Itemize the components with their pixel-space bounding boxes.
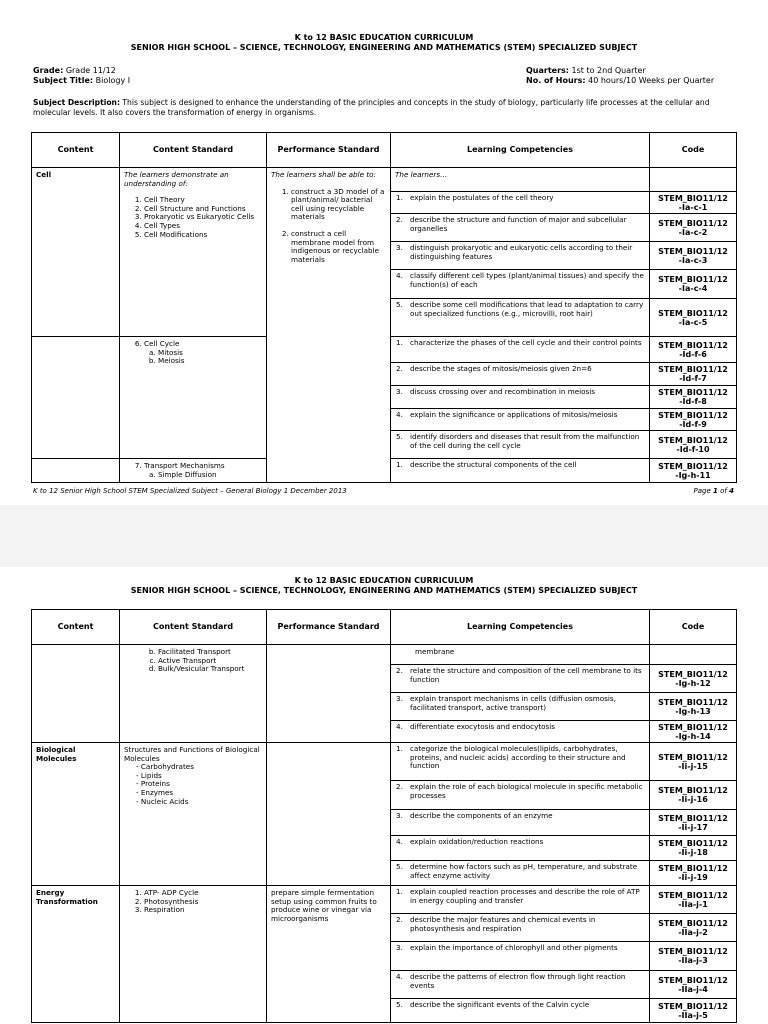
lc-cell: 1. categorize the biological molecules(lipids, carbohydrates, proteins, and nucleic acids) according to their structure and function bbox=[391, 743, 650, 781]
grade-label: Grade: bbox=[33, 66, 64, 75]
grade-value: Grade 11/12 bbox=[65, 66, 116, 75]
cs-transport-sublist bbox=[124, 648, 262, 674]
performance-standard-cell bbox=[267, 645, 391, 743]
col-header-learning-competencies: Learning Competencies bbox=[391, 133, 650, 168]
col-header-content: Content bbox=[32, 133, 120, 168]
grade-info bbox=[33, 66, 130, 86]
content-cell-empty bbox=[32, 337, 120, 459]
content-cell: Energy Transformation bbox=[32, 886, 120, 1023]
code-cell: STEM_BIO11/12 -Ia-c-5 bbox=[650, 299, 737, 337]
ps-intro: The learners shall be able to: bbox=[271, 170, 376, 179]
lc-cell: 2. relate the structure and composition of the cell membrane to its function bbox=[391, 665, 650, 693]
page-header bbox=[0, 576, 768, 596]
code-cell-empty bbox=[650, 645, 737, 665]
table-row bbox=[32, 743, 737, 781]
code-cell: STEM_BIO11/12 -Ia-c-1 bbox=[650, 192, 737, 214]
code-cell: STEM_BIO11/12 -Id-f-8 bbox=[650, 386, 737, 409]
col-header-performance-standard: Performance Standard bbox=[267, 133, 391, 168]
list-item: b. Meiosis bbox=[158, 357, 262, 366]
code-cell: STEM_BIO11/12 -Ig-h-12 bbox=[650, 665, 737, 693]
list-item: - Enzymes bbox=[146, 789, 262, 798]
lc-intro: The learners… bbox=[391, 168, 650, 192]
code-cell: STEM_BIO11/12 -Ii-j-17 bbox=[650, 810, 737, 836]
code-cell: STEM_BIO11/12 -Ii-j-19 bbox=[650, 861, 737, 886]
page-gap bbox=[0, 505, 768, 567]
list-item: 2. Cell Structure and Functions bbox=[144, 205, 262, 214]
quarter-info bbox=[526, 66, 714, 86]
code-cell: STEM_BIO11/12 -Ii-j-18 bbox=[650, 836, 737, 861]
performance-standard-cell: prepare simple fermentation setup using common fruits to produce wine or vinegar via microorganisms bbox=[267, 886, 391, 1023]
cs-transport-sublist bbox=[144, 471, 262, 480]
list-item: Cell Cycle bbox=[144, 339, 180, 348]
col-header-content: Content bbox=[32, 610, 120, 645]
header-line-2: SENIOR HIGH SCHOOL – SCIENCE, TECHNOLOGY, ENGINEERING AND MATHEMATICS (STEM) SPECIALIZED SUBJECT bbox=[130, 586, 638, 595]
code-cell-empty bbox=[650, 168, 737, 192]
cs-dash-list bbox=[124, 763, 262, 806]
header-line-1: K to 12 BASIC EDUCATION CURRICULUM bbox=[294, 33, 474, 42]
content-cell: Biological Molecules bbox=[32, 743, 120, 886]
cs-intro: The learners demonstrate an understanding of: bbox=[124, 170, 229, 188]
code-cell: STEM_BIO11/12 -Ia-c-3 bbox=[650, 242, 737, 270]
list-item: d. Bulk/Vesicular Transport bbox=[158, 665, 262, 674]
list-item: 5. Cell Modifications bbox=[144, 231, 262, 240]
performance-standard-cell bbox=[267, 168, 391, 483]
col-header-code: Code bbox=[650, 610, 737, 645]
lc-cell: 1. explain coupled reaction processes and describe the role of ATP in energy coupling and transfer bbox=[391, 886, 650, 914]
content-cell-empty bbox=[32, 459, 120, 483]
description-text: This subject is designed to enhance the understanding of the principles and concepts in the study of biology, particularly life processes at the cellular and molecular levels. It also covers the transformation of energy in organisms. bbox=[33, 98, 710, 117]
lc-cell: 5. describe some cell modifications that lead to adaptation to carry out specialized functions (e.g., microvilli, root hair) bbox=[391, 299, 650, 337]
lc-cell: 2. describe the stages of mitosis/meiosis given 2n=6 bbox=[391, 363, 650, 386]
col-header-content-standard: Content Standard bbox=[120, 610, 267, 645]
list-item: - Lipids bbox=[146, 772, 262, 781]
lc-cell: 1. explain the postulates of the cell theory bbox=[391, 192, 650, 214]
lc-cell: 3. distinguish prokaryotic and eukaryotic cells according to their distinguishing features bbox=[391, 242, 650, 270]
lc-cell: 4. explain the significance or applications of mitosis/meiosis bbox=[391, 409, 650, 431]
code-cell: STEM_BIO11/12 -Ia-c-4 bbox=[650, 270, 737, 299]
list-item: 3. Respiration bbox=[144, 906, 262, 915]
cs-list bbox=[124, 196, 262, 239]
table-header-row bbox=[32, 133, 737, 168]
hours-value: 40 hours/10 Weeks per Quarter bbox=[588, 76, 715, 85]
lc-cell: 4. differentiate exocytosis and endocytosis bbox=[391, 721, 650, 743]
code-cell: STEM_BIO11/12 -Ig-h-11 bbox=[650, 459, 737, 483]
document-page-2 bbox=[0, 567, 768, 1024]
list-item: a. Mitosis bbox=[158, 349, 262, 358]
cs-cycle-sublist bbox=[144, 349, 262, 366]
content-standard-cell bbox=[120, 459, 267, 483]
code-cell: STEM_BIO11/12 -Id-f-10 bbox=[650, 431, 737, 459]
code-cell: STEM_BIO11/12 -Id-f-6 bbox=[650, 337, 737, 363]
lc-cell: 3. discuss crossing over and recombination in meiosis bbox=[391, 386, 650, 409]
lc-cell: 5. describe the significant events of the Calvin cycle bbox=[391, 999, 650, 1023]
footer-left: K to 12 Senior High School STEM Specialized Subject – General Biology 1 December 2013 bbox=[33, 487, 347, 495]
lc-cell: 3. describe the components of an enzyme bbox=[391, 810, 650, 836]
lc-cell: 3. explain the importance of chlorophyll and other pigments bbox=[391, 942, 650, 971]
content-standard-cell bbox=[120, 743, 267, 886]
document-page-1 bbox=[0, 0, 768, 505]
list-item: 4. Cell Types bbox=[144, 222, 262, 231]
curriculum-table-1 bbox=[31, 132, 737, 483]
list-item: - Carbohydrates bbox=[146, 763, 262, 772]
list-item: 1. ATP- ADP Cycle bbox=[144, 889, 262, 898]
lc-cell: 2. explain the role of each biological molecule in specific metabolic processes bbox=[391, 781, 650, 810]
code-cell: STEM_BIO11/12 -IIa-j-2 bbox=[650, 914, 737, 942]
code-cell: STEM_BIO11/12 -IIa-j-4 bbox=[650, 971, 737, 999]
page-header bbox=[0, 33, 768, 53]
code-cell: STEM_BIO11/12 -IIa-j-1 bbox=[650, 886, 737, 914]
cs-energy-list bbox=[124, 889, 262, 915]
list-item: 2. construct a cell membrane model from indigenous or recyclable materials bbox=[291, 230, 386, 264]
lc-cell: 4. classify different cell types (plant/animal tissues) and specify the function(s) of each bbox=[391, 270, 650, 299]
content-cell: Cell bbox=[32, 168, 120, 337]
lc-cell: 5. identify disorders and diseases that result from the malfunction of the cell during the cell cycle bbox=[391, 431, 650, 459]
code-cell: STEM_BIO11/12 -Id-f-7 bbox=[650, 363, 737, 386]
list-item: Transport Mechanisms bbox=[144, 461, 225, 470]
subject-value: Biology I bbox=[95, 76, 131, 85]
code-cell: STEM_BIO11/12 -Ig-h-13 bbox=[650, 693, 737, 721]
content-cell-empty bbox=[32, 645, 120, 743]
subject-description bbox=[33, 98, 733, 118]
table-header-row bbox=[32, 610, 737, 645]
lc-cell: 5. determine how factors such as pH, temperature, and substrate affect enzyme activity bbox=[391, 861, 650, 886]
col-header-learning-competencies: Learning Competencies bbox=[391, 610, 650, 645]
content-standard-cell bbox=[120, 168, 267, 337]
quarters-value: 1st to 2nd Quarter bbox=[571, 66, 646, 75]
lc-cell: 2. describe the major features and chemical events in photosynthesis and respiration bbox=[391, 914, 650, 942]
lc-cell: 1. describe the structural components of the cell bbox=[391, 459, 650, 483]
footer-page-number: Page 1 of 4 bbox=[693, 487, 734, 495]
lc-cell: 4. explain oxidation/reduction reactions bbox=[391, 836, 650, 861]
code-cell: STEM_BIO11/12 -Id-f-9 bbox=[650, 409, 737, 431]
content-standard-cell bbox=[120, 645, 267, 743]
lc-cell: 1. characterize the phases of the cell cycle and their control points bbox=[391, 337, 650, 363]
curriculum-table-2 bbox=[31, 609, 737, 1023]
ps-list bbox=[271, 188, 386, 265]
code-cell: STEM_BIO11/12 -Ig-h-14 bbox=[650, 721, 737, 743]
quarters-label: Quarters: bbox=[526, 66, 569, 75]
code-cell: STEM_BIO11/12 -Ia-c-2 bbox=[650, 214, 737, 242]
cs-transport-list bbox=[124, 462, 262, 479]
list-item: - Proteins bbox=[146, 780, 262, 789]
cs-intro: Structures and Functions of Biological Molecules bbox=[124, 745, 260, 763]
list-item: 2. Photosynthesis bbox=[144, 898, 262, 907]
lc-cell: 4. describe the patterns of electron flow through light reaction events bbox=[391, 971, 650, 999]
lc-cell: 2. describe the structure and function of major and subcellular organelles bbox=[391, 214, 650, 242]
list-item: a. Simple Diffusion bbox=[158, 471, 262, 480]
list-item: 1. Cell Theory bbox=[144, 196, 262, 205]
code-cell: STEM_BIO11/12 -Ii-j-15 bbox=[650, 743, 737, 781]
table-row bbox=[32, 168, 737, 192]
lc-cell: membrane bbox=[391, 645, 650, 665]
list-item: 3. Prokaryotic vs Eukaryotic Cells bbox=[144, 213, 262, 222]
content-standard-cell bbox=[120, 886, 267, 1023]
list-item: b. Facilitated Transport bbox=[158, 648, 262, 657]
list-item: 1. construct a 3D model of a plant/animal/ bacterial cell using recyclable materials bbox=[291, 188, 386, 222]
col-header-performance-standard: Performance Standard bbox=[267, 610, 391, 645]
header-line-1: K to 12 BASIC EDUCATION CURRICULUM bbox=[294, 576, 474, 585]
code-cell: STEM_BIO11/12 -Ii-j-16 bbox=[650, 781, 737, 810]
hours-label: No. of Hours: bbox=[526, 76, 586, 85]
cs-cycle-list bbox=[124, 340, 262, 366]
table-row bbox=[32, 645, 737, 665]
description-label: Subject Description: bbox=[33, 98, 120, 107]
list-item: - Nucleic Acids bbox=[146, 798, 262, 807]
code-cell: STEM_BIO11/12 -IIa-j-5 bbox=[650, 999, 737, 1023]
header-line-2: SENIOR HIGH SCHOOL – SCIENCE, TECHNOLOGY, ENGINEERING AND MATHEMATICS (STEM) SPECIALIZED SUBJECT bbox=[130, 43, 638, 52]
performance-standard-cell bbox=[267, 743, 391, 886]
col-header-content-standard: Content Standard bbox=[120, 133, 267, 168]
subject-label: Subject Title: bbox=[33, 76, 94, 85]
content-standard-cell bbox=[120, 337, 267, 459]
lc-cell: 3. explain transport mechanisms in cells (diffusion osmosis, facilitated transport, active transport) bbox=[391, 693, 650, 721]
table-row bbox=[32, 886, 737, 914]
list-item: c. Active Transport bbox=[158, 657, 262, 666]
code-cell: STEM_BIO11/12 -IIa-j-3 bbox=[650, 942, 737, 971]
col-header-code: Code bbox=[650, 133, 737, 168]
